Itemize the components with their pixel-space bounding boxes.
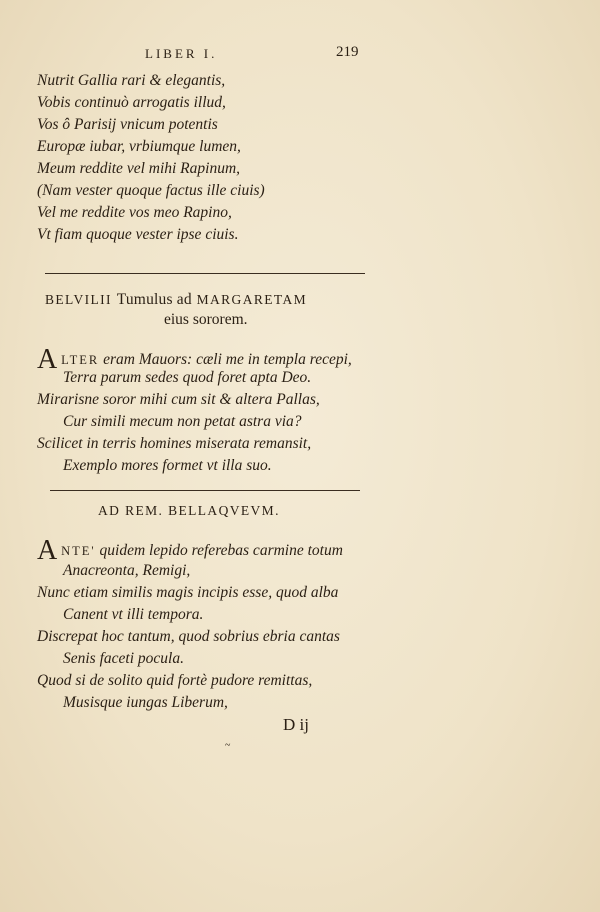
opening-text: eram Mauors: cæli me in templa recepi,	[103, 351, 352, 368]
drop-cap: A	[37, 344, 58, 375]
opening-text: quidem lepido referebas carmine totum	[99, 542, 343, 559]
section-rule	[45, 273, 365, 274]
folio-number: 219	[336, 44, 359, 60]
verse-line: Nutrit Gallia rari & elegantis,	[37, 72, 226, 89]
verse-line: Anacreonta, Remigi,	[63, 562, 191, 579]
poem-3-heading: AD REM. BELLAQVEVM.	[98, 503, 280, 518]
signature-mark: D ij	[283, 715, 309, 734]
verse-line: Exemplo mores formet vt illa suo.	[63, 457, 272, 474]
verse-line: Quod si de solito quid fortè pudore remittas,	[37, 672, 313, 689]
section-rule	[50, 490, 360, 491]
drop-cap: A	[37, 535, 58, 566]
heading-mid: Tumulus ad	[116, 291, 192, 308]
page-header	[0, 46, 600, 66]
verse-line: Nunc etiam similis magis incipis esse, quod alba	[37, 584, 339, 601]
poem-3	[37, 560, 340, 714]
poem-1	[37, 70, 265, 246]
verse-line: (Nam vester quoque factus ille ciuis)	[37, 182, 265, 199]
poem-3-first-line	[37, 535, 343, 566]
verse-line: Cur simili mecum non petat astra via?	[63, 413, 302, 430]
opening-caps: LTER	[61, 353, 100, 367]
verse-line: Discrepat hoc tantum, quod sobrius ebria cantas	[37, 628, 340, 645]
verse-line: Europæ iubar, vrbiumque lumen,	[37, 138, 241, 155]
verse-line: Vel me reddite vos meo Rapino,	[37, 204, 232, 221]
heading-name: BELVILII	[45, 292, 112, 307]
verse-line: Meum reddite vel mihi Rapinum,	[37, 160, 241, 177]
verse-line: Vt fiam quoque vester ipse ciuis.	[37, 226, 239, 243]
verse-line: Vos ô Parisij vnicum potentis	[37, 116, 218, 133]
poem-2	[37, 367, 320, 477]
heading-name2: MARGARETAM	[196, 292, 308, 307]
verse-line: Scilicet in terris homines miserata remansit,	[37, 435, 312, 452]
printer-mark: ~	[225, 740, 231, 751]
running-title: LIBER I.	[145, 46, 218, 61]
verse-line: Canent vt illi tempora.	[63, 606, 204, 623]
poem-2-heading-line2: eius sororem.	[164, 311, 248, 328]
poem-2-heading	[45, 291, 307, 309]
opening-caps: NTE'	[61, 544, 96, 558]
verse-line: Terra parum sedes quod foret apta Deo.	[63, 369, 312, 386]
verse-line: Senis faceti pocula.	[63, 650, 184, 667]
verse-line: Vobis continuò arrogatis illud,	[37, 94, 226, 111]
verse-line: Musisque iungas Liberum,	[63, 694, 228, 711]
verse-line: Mirarisne soror mihi cum sit & altera Pallas,	[37, 391, 320, 408]
